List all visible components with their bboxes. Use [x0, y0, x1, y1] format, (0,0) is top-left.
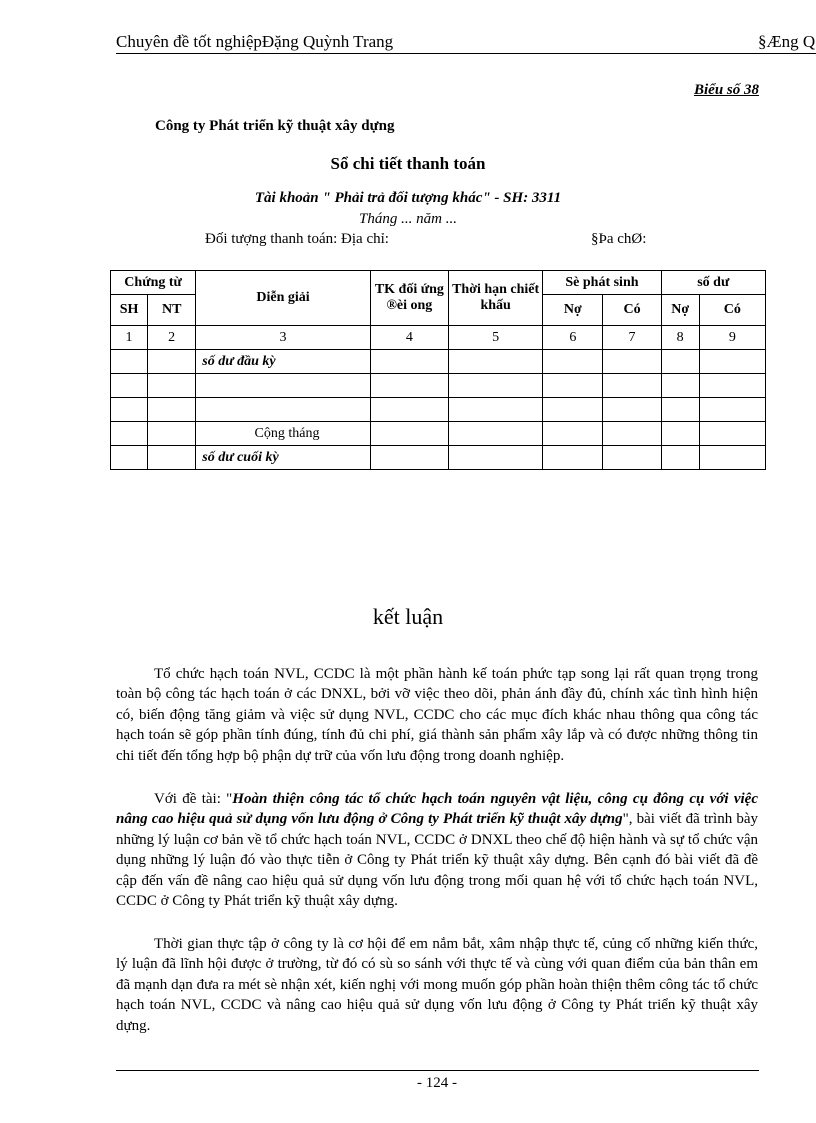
conclusion-title: kết luận: [372, 604, 444, 629]
conclusion-paragraph-1: Tổ chức hạch toán NVL, CCDC là một phần hành kế toán phức tạp song lại rất quan trọng trong toàn bộ công tác hạch toán ở các DNXL, bởi vỡ việc theo dõi, phản ánh đầy đủ, chính xác tình hình hiện có, biến động tăng giảm và việc sử dụng NVL, CCDC cho các mục đích khác nhau thông qua công tác hạch toán sẽ góp phần tính đúng, tính đủ chi phí, giá thành sản phẩm xây lắp và có được những thông tin chi tiết đến tổng hợp bộ phận dự trữ của vốn lưu động trong doanh nghiệp.: [116, 666, 758, 764]
running-header-left: Chuyên đề tốt nghiệpĐặng Quỳnh Trang: [116, 32, 394, 51]
header-no: Nợ: [543, 295, 603, 326]
header-nt: NT: [148, 295, 196, 326]
column-number: 2: [148, 326, 196, 350]
header-sh: SH: [111, 295, 148, 326]
header-co-balance: Có: [699, 295, 765, 326]
table-row: [111, 374, 766, 398]
column-number-row: [111, 326, 766, 350]
table-row: [111, 398, 766, 422]
paragraph-rest: ", bài viết đã trình bày những lý luận cơ bản về tổ chức hạch toán NVL, CCDC ở DNXL theo chế độ hiện hành và sự tổ chức vận dụng những lý luận đó vào thực tiễn ở Công ty Phát triển kỹ thuật xây dựng. Bên cạnh đó bài viết đã đề cập đến vấn đề nâng cao hiệu quả sử dụng vốn lưu động trong mối quan hệ với tổ chức hạch toán NVL, CCDC ở Công ty Phát triển kỹ thuật xây dựng.: [116, 811, 758, 910]
column-number: 7: [603, 326, 661, 350]
row-description: Cộng tháng: [196, 422, 371, 446]
footer-rule: [116, 1070, 759, 1071]
period-line: Tháng ... năm ...: [359, 211, 457, 227]
column-number: 9: [699, 326, 765, 350]
table-row: [111, 422, 766, 446]
payment-object-line: Đối tượng thanh toán: Địa chỉ:: [205, 231, 389, 247]
row-description: số dư cuối kỳ: [196, 446, 371, 470]
paragraph-lead: Với đề tài: ": [154, 791, 233, 807]
column-number: 3: [196, 326, 371, 350]
table-row: [111, 350, 766, 374]
column-number: 4: [370, 326, 448, 350]
header-description: Diễn giải: [196, 271, 371, 326]
header-so-du: số dư: [661, 271, 765, 295]
thesis-title: Hoàn thiện công tác tổ chức hạch toán nguyên vật liệu, công cụ đông cụ với việc nâng cao hiệu quả sử dụng vốn lưu động ở Công ty Phát triển kỹ thuật xây dựng: [116, 791, 758, 828]
header-rule: [116, 53, 816, 54]
payment-object-address: §Þa chØ:: [591, 231, 647, 247]
conclusion-paragraph-2: [116, 789, 758, 911]
header-thoi-han: Thời hạn chiết khấu: [449, 271, 543, 326]
column-number: 5: [449, 326, 543, 350]
page-number: - 124 -: [417, 1075, 457, 1091]
table-row: [111, 446, 766, 470]
header-so-phat-sinh: Sè phát sinh: [543, 271, 661, 295]
running-header-right: §Æng Q: [758, 32, 816, 51]
row-description: số dư đầu kỳ: [196, 350, 371, 374]
header-no-balance: Nợ: [661, 295, 699, 326]
account-line: Tài khoản " Phải trả đối tượng khác" - SH: 3311: [254, 190, 562, 206]
row-description: [196, 398, 371, 422]
company-name: Công ty Phát triển kỹ thuật xây dựng: [155, 118, 395, 134]
ledger-table: [110, 270, 766, 470]
column-number: 8: [661, 326, 699, 350]
header-tk-doi-ung: TK đối ứng ®èi ong: [370, 271, 448, 326]
header-voucher: Chứng từ: [111, 271, 196, 295]
form-number: Biểu số 38: [693, 82, 759, 98]
conclusion-paragraph-3: Thời gian thực tập ở công ty là cơ hội để em nắm bắt, xâm nhập thực tế, củng cố những kiến thức, lý luận đã lĩnh hội được ở trường, từ đó có sù so sánh với thực tế và cùng với quan điểm của bản thân em đã mạnh dạn đưa ra mét sè nhận xét, kiến nghị với mong muốn góp phần hoàn thiện thêm công tác tổ chức hạch toán NVL, CCDC và nâng cao hiệu quả sử dụng vốn lưu động ở Công ty Phát triển kỹ thuật xây dựng.: [116, 936, 758, 1034]
row-description: [196, 374, 371, 398]
column-number: 6: [543, 326, 603, 350]
header-co: Có: [603, 295, 661, 326]
column-number: 1: [111, 326, 148, 350]
ledger-title: Sổ chi tiết thanh toán: [330, 154, 486, 173]
